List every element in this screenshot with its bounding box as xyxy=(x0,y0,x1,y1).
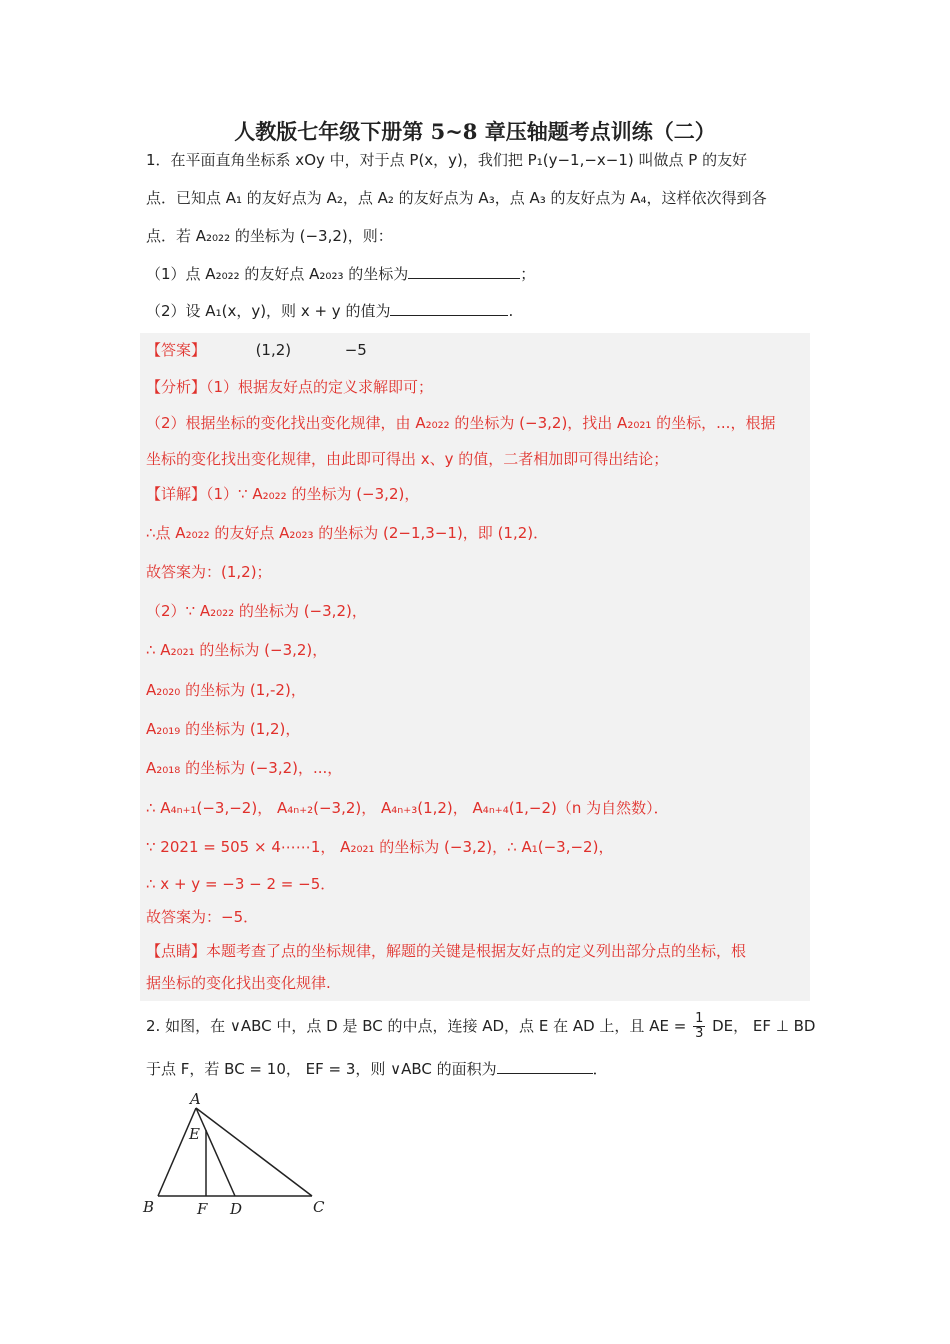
q1-part-2-end: . xyxy=(508,302,514,320)
detail-line-10: ∵ 2021 = 505 × 4⋯⋯1， A₂₀₂₁ 的坐标为 (−3,2)，∴ A₁(−3,−2)， xyxy=(146,838,614,856)
q1-part-1-text: （1）点 A₂₀₂₂ 的友好点 A₂₀₂₃ 的坐标为 xyxy=(146,265,409,283)
detail-line-12: 故答案为：−5． xyxy=(146,908,259,926)
q1-stem-line-3: 点．若 A₂₀₂₂ 的坐标为 (−3,2)，则： xyxy=(146,227,393,245)
label-f: F xyxy=(197,1200,208,1218)
fraction-numerator: 1 xyxy=(695,1011,704,1026)
detail-line-6: A₂₀₂₀ 的坐标为 (1,‑2)， xyxy=(146,681,306,699)
q1-part-1-end: ； xyxy=(520,265,536,283)
q2-stem-1b: DE， EF ⊥ BD xyxy=(712,1017,816,1035)
q2-stem-1a: 2. 如图，在 ∨ABC 中，点 D 是 BC 的中点，连接 AD，点 E 在 AD 上，且 AE = xyxy=(146,1017,687,1035)
label-a: A xyxy=(190,1090,201,1108)
fraction-denominator: 3 xyxy=(695,1026,704,1041)
q1-stem-line-1: 1．在平面直角坐标系 xOy 中，对于点 P(x，y)，我们把 P₁(y−1,−x−1) 叫做点 P 的友好 xyxy=(146,151,748,169)
detail-line-5: ∴ A₂₀₂₁ 的坐标为 (−3,2)， xyxy=(146,641,328,659)
detail-line-1: 【详解】（1）∵ A₂₀₂₂ 的坐标为 (−3,2)， xyxy=(146,485,420,503)
detail-line-7: A₂₀₁₉ 的坐标为 (1,2)， xyxy=(146,720,301,738)
analysis-line-1: 【分析】（1）根据友好点的定义求解即可； xyxy=(146,378,434,396)
detail-line-2: ∴点 A₂₀₂₂ 的友好点 A₂₀₂₃ 的坐标为 (2−1,3−1)，即 (1,2)． xyxy=(146,524,549,542)
label-e: E xyxy=(189,1125,200,1143)
q1-part-2-text: （2）设 A₁(x，y)，则 x + y 的值为 xyxy=(146,302,391,320)
detail-line-9: ∴ A₄ₙ₊₁(−3,−2)， A₄ₙ₊₂(−3,2)， A₄ₙ₊₃(1,2)， A₄ₙ₊₄(1,−2)（n 为自然数）． xyxy=(146,799,669,817)
detail-line-8: A₂₀₁₈ 的坐标为 (−3,2)，...， xyxy=(146,759,343,777)
comment-line-2: 据坐标的变化找出变化规律. xyxy=(146,974,331,992)
answer-value-2: −5 xyxy=(344,341,367,359)
comment-line-1: 【点睛】本题考查了点的坐标规律，解题的关键是根据友好点的定义列出部分点的坐标，根 xyxy=(146,942,747,960)
page-title: 人教版七年级下册第 5~8 章压轴题考点训练（二） xyxy=(234,119,716,144)
analysis-line-2: （2）根据坐标的变化找出变化规律，由 A₂₀₂₂ 的坐标为 (−3,2)，找出 A₂₀₂₁ 的坐标，...，根据 xyxy=(146,414,776,432)
label-b: B xyxy=(143,1198,155,1216)
q2-stem-2-text: 于点 F，若 BC = 10， EF = 3，则 ∨ABC 的面积为 xyxy=(146,1060,497,1078)
detail-line-3: 故答案为：(1,2)； xyxy=(146,563,272,581)
side-ab xyxy=(158,1108,196,1196)
q1-stem-line-2: 点．已知点 A₁ 的友好点为 A₂，点 A₂ 的友好点为 A₃，点 A₃ 的友好点为 A₄，这样依次得到各 xyxy=(146,189,767,207)
answer-value-1: (1,2) xyxy=(255,341,292,359)
detail-line-11: ∴ x + y = −3 − 2 = −5． xyxy=(146,875,336,893)
label-d: D xyxy=(230,1200,243,1218)
analysis-line-3: 坐标的变化找出变化规律，由此即可得出 x、y 的值，二者相加即可得出结论； xyxy=(146,450,669,468)
side-ac xyxy=(196,1108,312,1196)
q2-stem-2-end: ． xyxy=(592,1060,608,1078)
segment-ad xyxy=(196,1108,235,1196)
detail-line-4: （2）∵ A₂₀₂₂ 的坐标为 (−3,2)， xyxy=(146,602,367,620)
answer-label: 【答案】 xyxy=(146,341,207,359)
label-c: C xyxy=(313,1198,325,1216)
